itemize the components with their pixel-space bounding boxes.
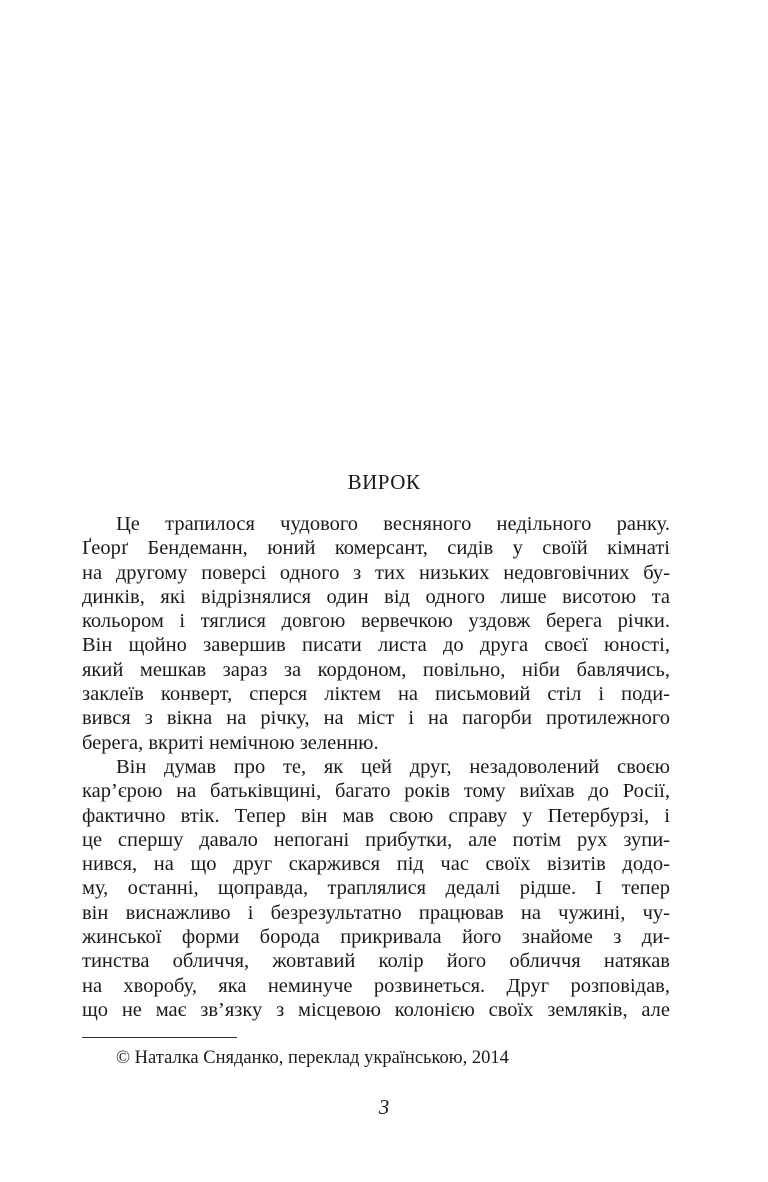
text-line: Він думав про те, як цей друг, незадоволений своєю	[116, 755, 670, 778]
text-line: динків, які відрізнялися один від одного лише висотою та	[82, 585, 670, 608]
text-line: Це трапилося чудового весняного недільного ранку.	[116, 513, 670, 535]
body-text	[82, 512, 670, 1022]
footnote-divider	[82, 1037, 237, 1038]
text-line: нився, на що друг скаржився під час своїх візитів додо-	[82, 853, 670, 876]
page-number: 3	[378, 1095, 390, 1119]
text-line: він виснажливо і безрезультатно працював на чужині, чу-	[82, 901, 670, 924]
text-line: кольором і тяглися довгою вервечкою уздовж берега річки.	[82, 610, 670, 633]
text-line: жинської форми борода прикривала його знайоме з ди-	[82, 926, 670, 949]
text-line: що не має зв’язку з місцевою колонією своїх земляків, але	[82, 998, 670, 1021]
text-line: це спершу давало непогані прибутки, але потім рух зупи-	[82, 828, 670, 851]
text-line: фактично втік. Тепер він мав свою справу у Петербурзі, і	[82, 804, 670, 827]
text-line: вився з вікна на річку, на міст і на пагорби протилежного	[82, 707, 670, 730]
text-line: берега, вкриті немічною зеленню.	[82, 731, 379, 754]
text-line: який мешкав зараз за кордоном, повільно, ніби бавлячись,	[82, 658, 670, 681]
text-line: му, останні, щоправда, траплялися дедалі рідше. І тепер	[82, 877, 670, 900]
text-line: Він щойно завершив писати листа до друга своєї юності,	[82, 634, 670, 657]
copyright-footnote: © Наталка Сняданко, переклад українською, 2014	[116, 1048, 509, 1068]
chapter-title: ВИРОК	[347, 470, 421, 494]
text-line: тинства обличчя, жовтавий колір його обличчя натякав	[82, 950, 670, 973]
text-line: кар’єрою на батьківщині, багато років тому виїхав до Росії,	[82, 780, 670, 803]
text-line: Ґеорґ Бендеманн, юний комерсант, сидів у своїй кімнаті	[82, 537, 670, 560]
text-line: на другому поверсі одного з тих низьких недовговічних бу-	[82, 561, 670, 584]
text-line: заклеїв конверт, сперся ліктем на письмовий стіл і поди-	[82, 683, 670, 706]
text-line: на хворобу, яка неминуче розвинеться. Друг розповідав,	[82, 974, 670, 997]
